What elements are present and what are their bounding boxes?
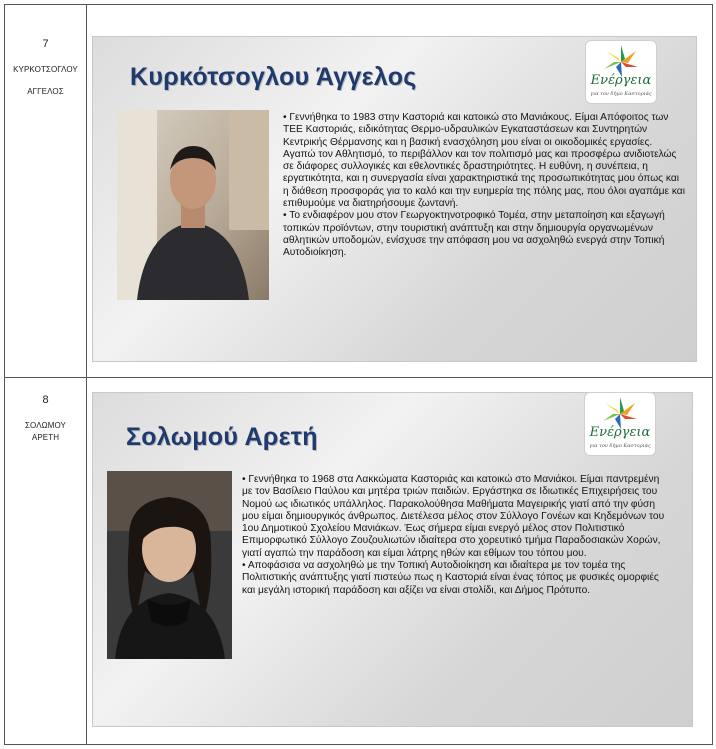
logo-word: Ενέργεια — [590, 73, 652, 88]
candidate-name-line1: ΣΟΛΩΜΟΥ — [24, 421, 66, 430]
bio-paragraph: • Γεννήθηκα το 1983 στην Καστοριά και κατοικώ στο Μανιάκους. Είμαι Απόφοιτος των ΤΕΕ Καστοριάς, ειδικότητας Θερμο-υδραυλικών Εγκαταστάσεων και Συντηρητών Κεντρικής Θέρμανσης και η βασική ενασχόληση μου είναι οι οικοδομικές εργασίες. Αγαπώ τον Αθλητισμό, το περιβάλλον και τον πολιτισμό μας και προσφέρω ανιδιοτελώς σε διάφορες συλλογικές και εθελοντικές δραστηριότητες. Η ευθύνη, η συνέπεια, η εργατικότητα, και η συνεργασία είναι χαρακτηριστικά της προσωπικότητας μου όπως και η διάθεση προσφοράς για το καλό και την ευημερία της πόλης μας, που όλοι αγαπάμε και επιθυμούμε να διατηρήσουμε ζωντανή. — [283, 112, 685, 210]
woman-portrait-icon — [107, 471, 232, 659]
column-divider — [86, 4, 87, 745]
row-divider — [4, 377, 713, 378]
bio-paragraph: • Γεννήθηκα το 1968 στα Λακκώματα Καστοριάς και κατοικώ στο Μανιάκοι. Είμαι παντρεμένη με τον Βασίλειο Παύλου και μητέρα τριών παιδιών. Εργάστηκα σε Ιδιωτικές Επιχειρήσεις του Νομού ως ιδιωτικός υπάλληλος. Παρακολούθησα Μαθήματα Μαγειρικής γιατί από την φύση μου είμαι δημιουργικός άνθρωπος. Διετέλεσα μέλος στον Σύλλογο Γονέων και Κηδεμόνων του 1ου Δημοτικού Σχολείου Μανιάκων. Έως σήμερα είμαι ενεργό μέλος στον Πολιτιστικό Επιμορφωτικό Σύλλογο Ζουζουλιωτών ιδιαίτερα στο χορευτικό τμήμα Παραδοσιακών Χορών, γιατί αγαπώ την παράδοση και είμαι λάτρης ηθών και εθίμων του τόπου μου. — [242, 474, 665, 559]
candidate-photo — [117, 110, 269, 300]
card-title: Κυρκότσογλου Άγγελος — [130, 63, 417, 91]
energeia-logo — [585, 40, 657, 104]
logo-word: Ενέργεια — [589, 425, 651, 440]
row-label-7 — [5, 38, 86, 98]
candidate-bio — [283, 112, 685, 260]
candidate-number: 7 — [42, 38, 49, 50]
candidate-bio — [242, 474, 668, 597]
candidate-photo — [107, 471, 232, 659]
candidate-number: 8 — [42, 394, 49, 406]
bio-paragraph: • Το ενδιαφέρον μου στον Γεωργοκτηνοτροφικό Τομέα, στην μεταποίηση και εξαγωγή τοπικών προϊόντων, στην τουριστική ανάπτυξη και στην δημιουργία οργανωμένων αθλητικών υποδομών, ενίσχυσε την απόφαση μου να ασχοληθώ ενεργά στην Τοπική Αυτοδιοίκηση. — [283, 210, 665, 259]
candidate-name-line2: ΑΡΕΤΗ — [31, 433, 60, 442]
candidate-card-8 — [92, 392, 693, 727]
candidate-card-7 — [92, 36, 697, 362]
logo-subtitle: για τον δήμο Καστοριάς — [590, 91, 652, 97]
candidate-name-line2: ΑΓΓΕΛΟΣ — [27, 87, 64, 96]
energeia-logo — [584, 392, 656, 456]
man-portrait-icon — [117, 110, 269, 300]
row-label-8 — [5, 394, 86, 444]
logo-subtitle: για τον δήμο Καστοριάς — [589, 443, 651, 449]
card-title: Σολωμού Αρετή — [126, 423, 318, 451]
bio-paragraph: • Αποφάσισα να ασχοληθώ με την Τοπική Αυτοδιοίκηση και ιδιαίτερα με τον τομέα της Πολιτιστικής ανάπτυξης γιατί πιστεύω πως η Καστοριά είναι ένας τόπος με φυσικές ομορφιές και μεγάλη ιστορική παράδοση και αξίζει να είναι στολίδι, και Δήμος Πρότυπο. — [242, 560, 659, 596]
candidate-name-line1: ΚΥΡΚΟΤΣΟΓΛΟΥ — [13, 65, 78, 74]
